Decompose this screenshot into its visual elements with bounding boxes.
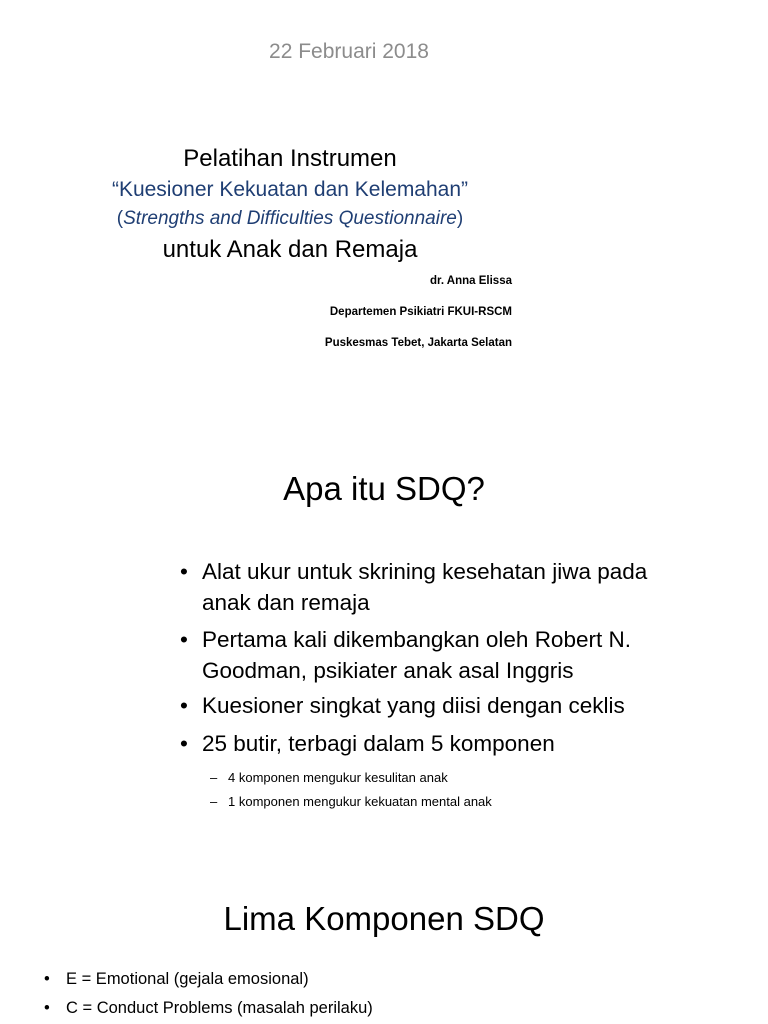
slide-date: 22 Februari 2018	[269, 40, 429, 63]
english-title: Strengths and Difficulties Questionnaire	[123, 208, 457, 229]
slide-title-line-1: Pelatihan Instrumen	[183, 145, 397, 172]
slide-3-title: Lima Komponen SDQ	[223, 900, 545, 937]
paren-open: (	[116, 208, 124, 229]
bullet-icon: •	[180, 731, 188, 756]
list-item: • Kuesioner singkat yang diisi dengan ceklis	[180, 690, 625, 721]
sub-list-item: – 1 komponen mengukur kekuatan mental anak	[210, 786, 492, 817]
slide-2-title: Apa itu SDQ?	[283, 470, 485, 507]
bullet-icon: •	[180, 559, 188, 584]
author-name: dr. Anna Elissa	[429, 275, 512, 287]
sub-list-item: – 4 komponen mengukur kesulitan anak	[210, 762, 448, 793]
list-item: • Pertama kali dikembangkan oleh Robert N. Goodman, psikiater anak asal Inggris	[180, 624, 660, 686]
dash-icon: –	[210, 794, 218, 809]
author-location: Puskesmas Tebet, Jakarta Selatan	[324, 337, 512, 349]
list-item: • C = Conduct Problems (masalah perilaku)	[44, 999, 373, 1017]
bullet-icon: •	[180, 627, 188, 652]
slide-title-line-2: “Kuesioner Kekuatan dan Kelemahan”	[111, 178, 469, 201]
list-item: • Alat ukur untuk skrining kesehatan jiwa pada anak dan remaja	[180, 556, 660, 618]
slide-title-line-3	[0, 208, 580, 230]
slide-title-line-4: untuk Anak dan Remaja	[162, 236, 418, 263]
bullet-icon: •	[44, 999, 50, 1017]
dash-icon: –	[210, 770, 218, 785]
bullet-icon: •	[180, 693, 188, 718]
list-item: • E = Emotional (gejala emosional)	[44, 970, 309, 988]
list-item: • 25 butir, terbagi dalam 5 komponen	[180, 728, 555, 759]
bullet-icon: •	[44, 970, 50, 988]
author-department: Departemen Psikiatri FKUI-RSCM	[329, 306, 512, 318]
paren-close: )	[456, 208, 464, 229]
